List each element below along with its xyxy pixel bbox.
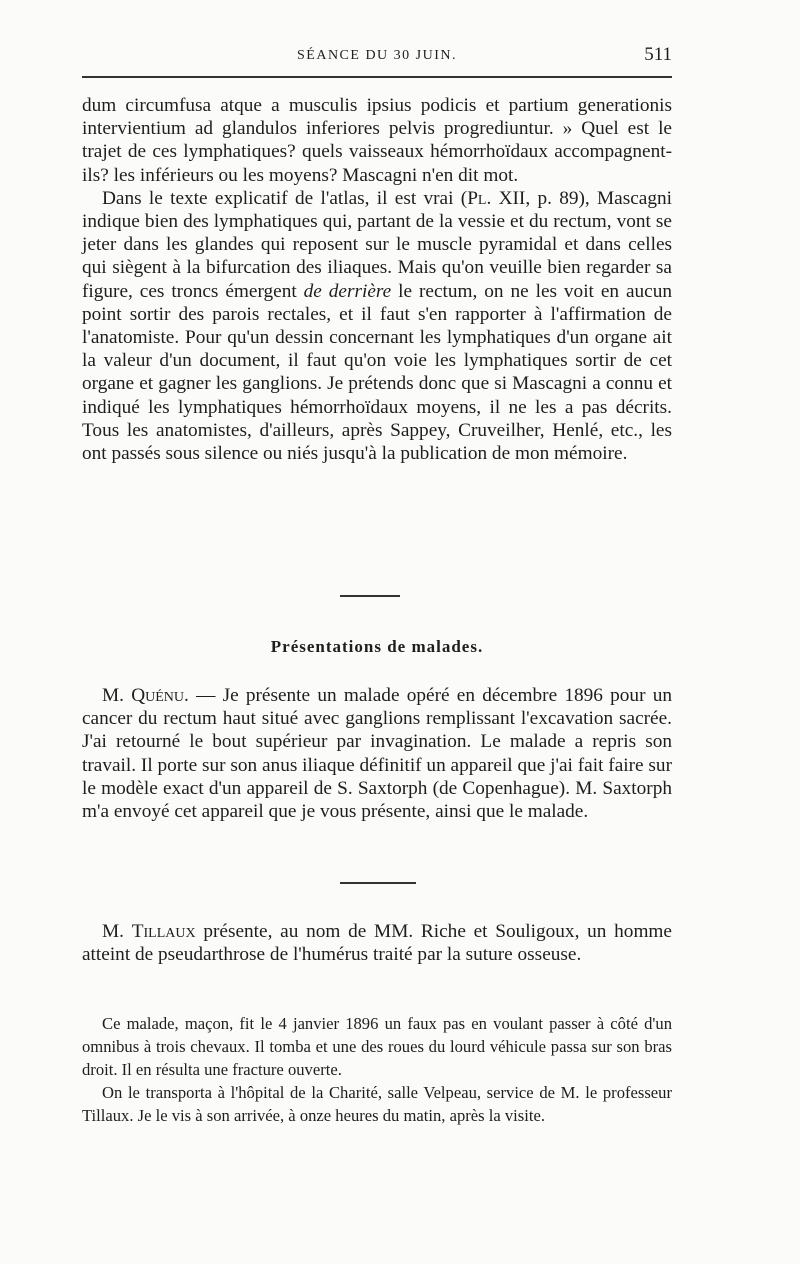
atlas-text-part-a: Dans le texte explicatif de l'atlas, il est vrai ( bbox=[102, 187, 468, 209]
speaker-prefix: M. bbox=[102, 921, 132, 942]
paragraph-latin-quote: dum circumfusa atque a musculis ipsius podicis et partium generationis intervientium ad glandulos inferiores pelvis progrediuntur. » Quel est le trajet de ces lymphatiques? quels vaisseaux hémorrhoïdaux accompagnent-ils? les inférieurs ou les moyens? Mascagni n'en dit mot. bbox=[82, 95, 672, 186]
quenu-text: . — Je présente un malade opéré en décembre 1896 pour un cancer du rectum haut situé avec ganglions remplissant l'excavation sacrée. J'ai retourné le bout supérieur par invagination. Le malade a repris son travail. Il porte sur son anus iliaque définitif un appareil que j'ai fait faire sur le modèle exact d'un appareil de S. Saxtorph (de Copenhague). M. Saxtorph m'a envoyé cet appareil que je vous présente, ainsi que le malade. bbox=[82, 685, 672, 823]
atlas-text-part-c: le rectum, on ne les voit en aucun point sortir des parois rectales, et il faut s'en rapporter à l'affirmation de l'anatomiste. Pour qu'un dessin concernant les lymphatiques d'un organe ait la valeur d'un document, il faut qu'on voie les lymphatiques sortir de cet organe et gagner les ganglions. Je prétends donc que si Mascagni a connu et indiqué les lymphatiques hémorrhoïdaux moyens, il ne les a pas décrits. Tous les anatomistes, d'ailleurs, après Sappey, Cruveilher, Henlé, etc., les ont passés sous silence ou niés jusqu'à la publication de mon mémoire. bbox=[82, 280, 672, 465]
page-number: 511 bbox=[644, 44, 672, 65]
plate-abbrev: Pl. bbox=[467, 187, 492, 209]
quenu-presentation bbox=[82, 684, 672, 823]
mascagni-discussion bbox=[82, 94, 672, 465]
section-divider bbox=[340, 595, 400, 597]
speaker-tillaux: Tillaux bbox=[131, 921, 196, 942]
running-header bbox=[82, 44, 672, 68]
presentation-divider bbox=[340, 882, 416, 884]
paragraph-hospital: On le transporta à l'hôpital de la Charité, salle Velpeau, service de M. le professeur Tillaux. Je le vis à son arrivée, à onze heures du matin, après la visite. bbox=[82, 1083, 672, 1125]
running-title: SÉANCE DU 30 JUIN. bbox=[297, 48, 457, 63]
paragraph-quenu bbox=[82, 684, 672, 823]
atlas-text-part-b: XII, p. 89), Mascagni indique bien des lymphatiques qui, partant de la vessie et du rectum, vont se jeter dans les glandes qui reposent sur le muscle pyramidal et dans celles qui siègent à la bifurcation des iliaques. Mais qu'on veuille bien regarder sa figure, ces troncs émergent bbox=[82, 187, 673, 302]
section-heading: Présentations de malades. bbox=[270, 637, 484, 656]
speaker-quenu: Quénu bbox=[131, 685, 185, 706]
tillaux-text: présente, au nom de MM. Riche et Souligoux, un homme atteint de pseudarthrose de l'humérus traité par la suture osseuse. bbox=[82, 921, 672, 966]
header-rule bbox=[82, 76, 672, 78]
tillaux-presentation bbox=[82, 920, 672, 966]
emphasis-derriere: de derrière bbox=[303, 280, 392, 302]
paragraph-accident: Ce malade, maçon, fit le 4 janvier 1896 un faux pas en voulant passer à côté d'un omnibus à trois chevaux. Il tomba et une des roues du lourd véhicule passa sur son bras droit. Il en résulta une fracture ouverte. bbox=[82, 1014, 672, 1079]
speaker-prefix: M. bbox=[102, 685, 132, 706]
case-report bbox=[82, 1012, 672, 1127]
paragraph-atlas-text bbox=[82, 187, 672, 465]
paragraph-tillaux bbox=[82, 920, 672, 966]
